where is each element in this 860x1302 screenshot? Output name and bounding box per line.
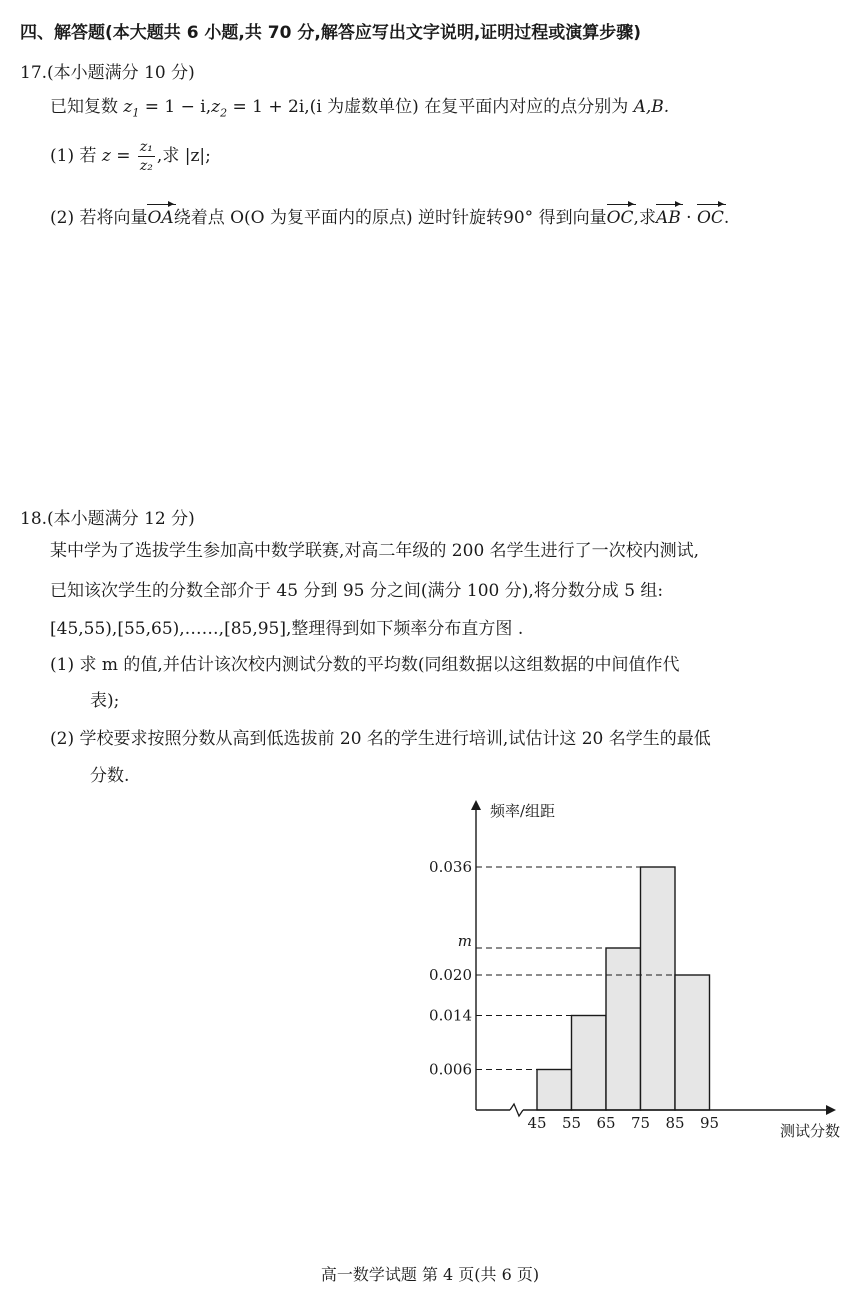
y-axis-arrow: [471, 800, 481, 810]
page-footer: 高一数学试题 第 4 页(共 6 页): [320, 1265, 540, 1284]
vector-oa: OA: [147, 205, 173, 231]
q17-part2-end: .: [723, 208, 730, 228]
q17-part1-prefix: (1) 若: [50, 146, 102, 166]
x-tick-label: 75: [630, 1114, 651, 1132]
q18-part2-a: (2) 学校要求按照分数从高到低选拔前 20 名的学生进行培训,试估计这 20 名学生的最低: [50, 729, 711, 749]
q17-stem-text: 已知复数: [50, 97, 118, 117]
q18-part1-a: (1) 求 m 的值,并估计该次校内测试分数的平均数(同组数据以这组数据的中间值作代: [50, 655, 680, 675]
fraction-denominator: z₂: [139, 158, 153, 174]
x-tick-label: 55: [561, 1114, 582, 1132]
q17-part2-text-b: 绕着点 O(O 为复平面内的原点) 逆时针旋转90° 得到向量: [173, 208, 607, 228]
points-ab: A,B.: [633, 97, 670, 117]
section-title: 四、解答题(本大题共 6 小题,共 70 分,解答应写出文字说明,证明过程或演算步骤): [20, 23, 642, 43]
dot-operator: ·: [680, 208, 697, 228]
histogram-bar: [641, 867, 676, 1110]
q17-header: 17.(本小题满分 10 分): [20, 63, 195, 83]
z2-symbol: $z_2$: [211, 97, 228, 120]
x-tick-label: 45: [527, 1114, 547, 1132]
chart-layer: [429, 800, 840, 1140]
y-tick-label: 0.006: [429, 1060, 472, 1079]
histogram-bar: [572, 1016, 607, 1111]
x-axis-arrow: [826, 1105, 836, 1115]
x-tick-label: 95: [699, 1114, 720, 1132]
q18-line1: 某中学为了选拔学生参加高中数学联赛,对高二年级的 200 名学生进行了一次校内测试,: [50, 541, 700, 561]
vector-ab: AB: [656, 205, 681, 231]
z-symbol: z: [101, 146, 111, 166]
y-axis-title: 频率/组距: [490, 802, 556, 820]
y-tick-label: 0.020: [429, 966, 472, 984]
z1-symbol: $z_1$: [123, 97, 140, 120]
z1-definition: = 1 − i,: [139, 97, 212, 117]
histogram-bar: [537, 1070, 572, 1111]
q18-part2-b: 分数.: [90, 766, 130, 786]
q17-part2-text-a: (2) 若将向量: [50, 208, 148, 228]
vector-oc: OC: [607, 205, 634, 231]
q18-line3: [45,55),[55,65),……,[85,95],整理得到如下频率分布直方图 .: [50, 619, 524, 639]
x-axis-title: 测试分数: [779, 1122, 840, 1140]
q18-header: 18.(本小题满分 12 分): [20, 509, 195, 529]
z2-definition: = 1 + 2i,(i 为虚数单位) 在复平面内对应的点分别为: [227, 97, 634, 117]
vector-oc-2: OC: [697, 205, 724, 231]
equals-sign: =: [110, 146, 136, 166]
histogram-bar: [675, 975, 710, 1110]
y-tick-label: m: [457, 932, 472, 950]
x-tick-label: 65: [596, 1114, 616, 1132]
q17-part1-tail: ,求 |z|;: [156, 146, 211, 166]
axis-break: [510, 1104, 523, 1116]
y-tick-label: 0.014: [429, 1006, 472, 1025]
fraction-numerator: z₁: [139, 139, 153, 155]
q18-part1-b: 表);: [90, 691, 120, 711]
q18-line2: 已知该次学生的分数全部介于 45 分到 95 分之间(满分 100 分),将分数分成 5 组:: [50, 581, 664, 601]
x-tick-label: 85: [665, 1114, 685, 1132]
q17-part2-text-c: ,求: [633, 208, 656, 228]
histogram-bar: [606, 948, 641, 1110]
y-tick-label: 0.036: [429, 858, 472, 876]
